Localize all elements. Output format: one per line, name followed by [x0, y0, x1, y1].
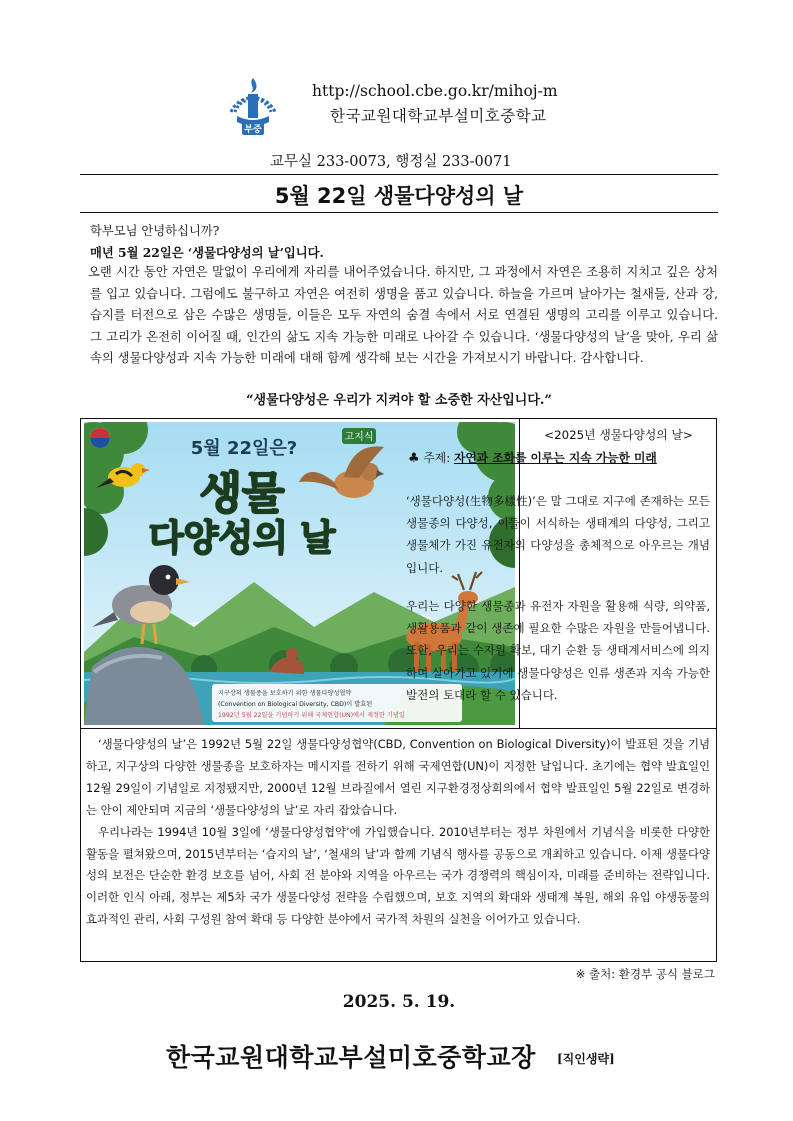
theme-label: 주제:: [423, 451, 451, 465]
section-title: <2025년 생물다양성의 날>: [544, 428, 693, 442]
theme-line: [408, 449, 657, 466]
school-name: 한국교원대학교부설미호중학교: [330, 107, 547, 125]
poster-caption-3: 1992년 5월 22일을 기념하기 위해 국제연합(UN)에서 제정한 기념일: [218, 712, 405, 719]
title-rule-bottom: [80, 212, 718, 213]
box-horizontal-divider: [80, 728, 717, 729]
poster-tag: 고지식: [344, 432, 374, 443]
page-title: 5월 22일 생물다양성의 날: [274, 184, 524, 208]
slogan: “생물다양성은 우리가 지켜야 할 소중한 자산입니다.”: [246, 393, 552, 408]
poster-caption-2: (Convention on Biological Diversity, CBD)이 발효된: [218, 701, 373, 708]
theme-value: 자연과 조화를 이루는 지속 가능한 미래: [453, 451, 657, 465]
intro-paragraph: 오랜 시간 동안 자연은 말없이 우리에게 자리를 내어주었습니다. 하지만, 그 과정에서 자연은 조용히 지치고 깊은 상처를 입고 있습니다. 그럼에도 불구하고 자연은 여전히 생명을 품고 있습니다. 하늘을 가르며 날아가는 철새들, 산과 강, 습지를 터전으로 삼은 수많은 생명들, 이들은 모두 자연의 숨결 속에서 서로 연결된 생명의 고리를 이루고 있습니다. 그 고리가 온전히 이어질 때, 인간의 삶도 지속 가능한 미래로 나아갈 수 있습니다. ‘생물다양성의 날’을 맞아, 우리 삶 속의 생물다양성과 지속 가능한 미래에 대해 함께 생각해 보는 시간을 가져보시기 바랍니다. 감사합니다.: [88, 265, 718, 366]
day-announcement: 매년 5월 22일은 ‘생물다양성의 날’입니다.: [90, 245, 324, 260]
title-rule-top: [80, 174, 718, 175]
history-text: [86, 734, 710, 931]
school-url[interactable]: http://school.cbe.go.kr/mihoj-m: [312, 82, 558, 100]
seal-omitted: [직인생략]: [557, 1052, 615, 1066]
logo-text: 부중: [244, 125, 262, 135]
definition-paragraph: ‘생물다양성(生物多樣性)’은 말 그대로 지구에 존재하는 모든 생물종의 다양성, 이들이 서식하는 생태계의 다양성, 그리고 생물체가 가진 유전자의 다양성을 총체적으로 아우르는 개념입니다.: [406, 494, 710, 575]
greeting: 학부모님 안녕하십니까?: [90, 224, 220, 238]
history-paragraph-1: ‘생물다양성의 날’은 1992년 5월 22일 생물다양성협약(CBD, Convention on Biological Diversity)이 발표된 것을 기념하고, 지구상의 다양한 생물종을 보호하자는 메시지를 전하기 위해 국제연합(UN)이 지정한 날입니다. 초기에는 협약 발효일인 12월 29일이 기념일로 지정됐지만, 2000년 12월 브라질에서 열린 지구환경정상회의에서 협약 발표일인 5월 22일로 변경하는 안이 제안되며 지금의 ‘생물다양성의 날’로 자리 잡았습니다.: [86, 737, 710, 817]
office-phone: 교무실 233-0073, 행정실 233-0071: [270, 154, 512, 170]
poster-headline-2: 다양성의 날: [148, 518, 336, 559]
poster-caption-1: 지구상의 생물종을 보호하기 위한 생물다양성협약: [218, 690, 352, 697]
source-note: ※ 출처: 환경부 공식 블로그: [575, 967, 715, 981]
school-logo: [221, 72, 285, 138]
issue-date: 2025. 5. 19.: [342, 992, 456, 1012]
history-paragraph-2: 우리나라는 1994년 10월 3일에 ‘생물다양성협약’에 가입했습니다. 2010년부터는 정부 차원에서 기념식을 비롯한 다양한 활동을 펼쳐왔으며, 2015년부터는 ‘습지의 날’, ‘철새의 날’과 함께 기념식 행사를 공동으로 개최하고 있습니다. 이제 생물다양성의 보전은 단순한 환경 보호를 넘어, 사회 전 분야와 지역을 아우르는 국가 경쟁력의 핵심이자, 미래를 준비하는 전략입니다. 이러한 인식 아래, 정부는 제5차 국가 생물다양성 전략을 수립했으며, 보호 지역의 확대와 생태계 복원, 해외 유입 야생동물의 효과적인 관리, 사회 구성원 참여 확대 등 다양한 분야에서 국가적 차원의 실천을 이어가고 있습니다.: [86, 824, 710, 927]
poster-headline-1: 생물: [199, 468, 285, 519]
poster-question: 5월 22일은?: [190, 438, 298, 459]
importance-paragraph: 우리는 다양한 생물종과 유전자 자원을 활용해 식량, 의약품, 생활용품과 같이 생존에 필요한 수많은 자원을 만들어냅니다. 또한, 우리는 수자원 확보, 대기 순환 등 생태계서비스에 의지하며 살아가고 있기에 생물다양성은 인류 생존과 지속 가능한 발전의 토대라 할 수 있습니다.: [406, 599, 710, 702]
principal-signature: 한국교원대학교부설미호중학교장: [166, 1043, 536, 1072]
club-icon: ♣: [408, 451, 420, 466]
